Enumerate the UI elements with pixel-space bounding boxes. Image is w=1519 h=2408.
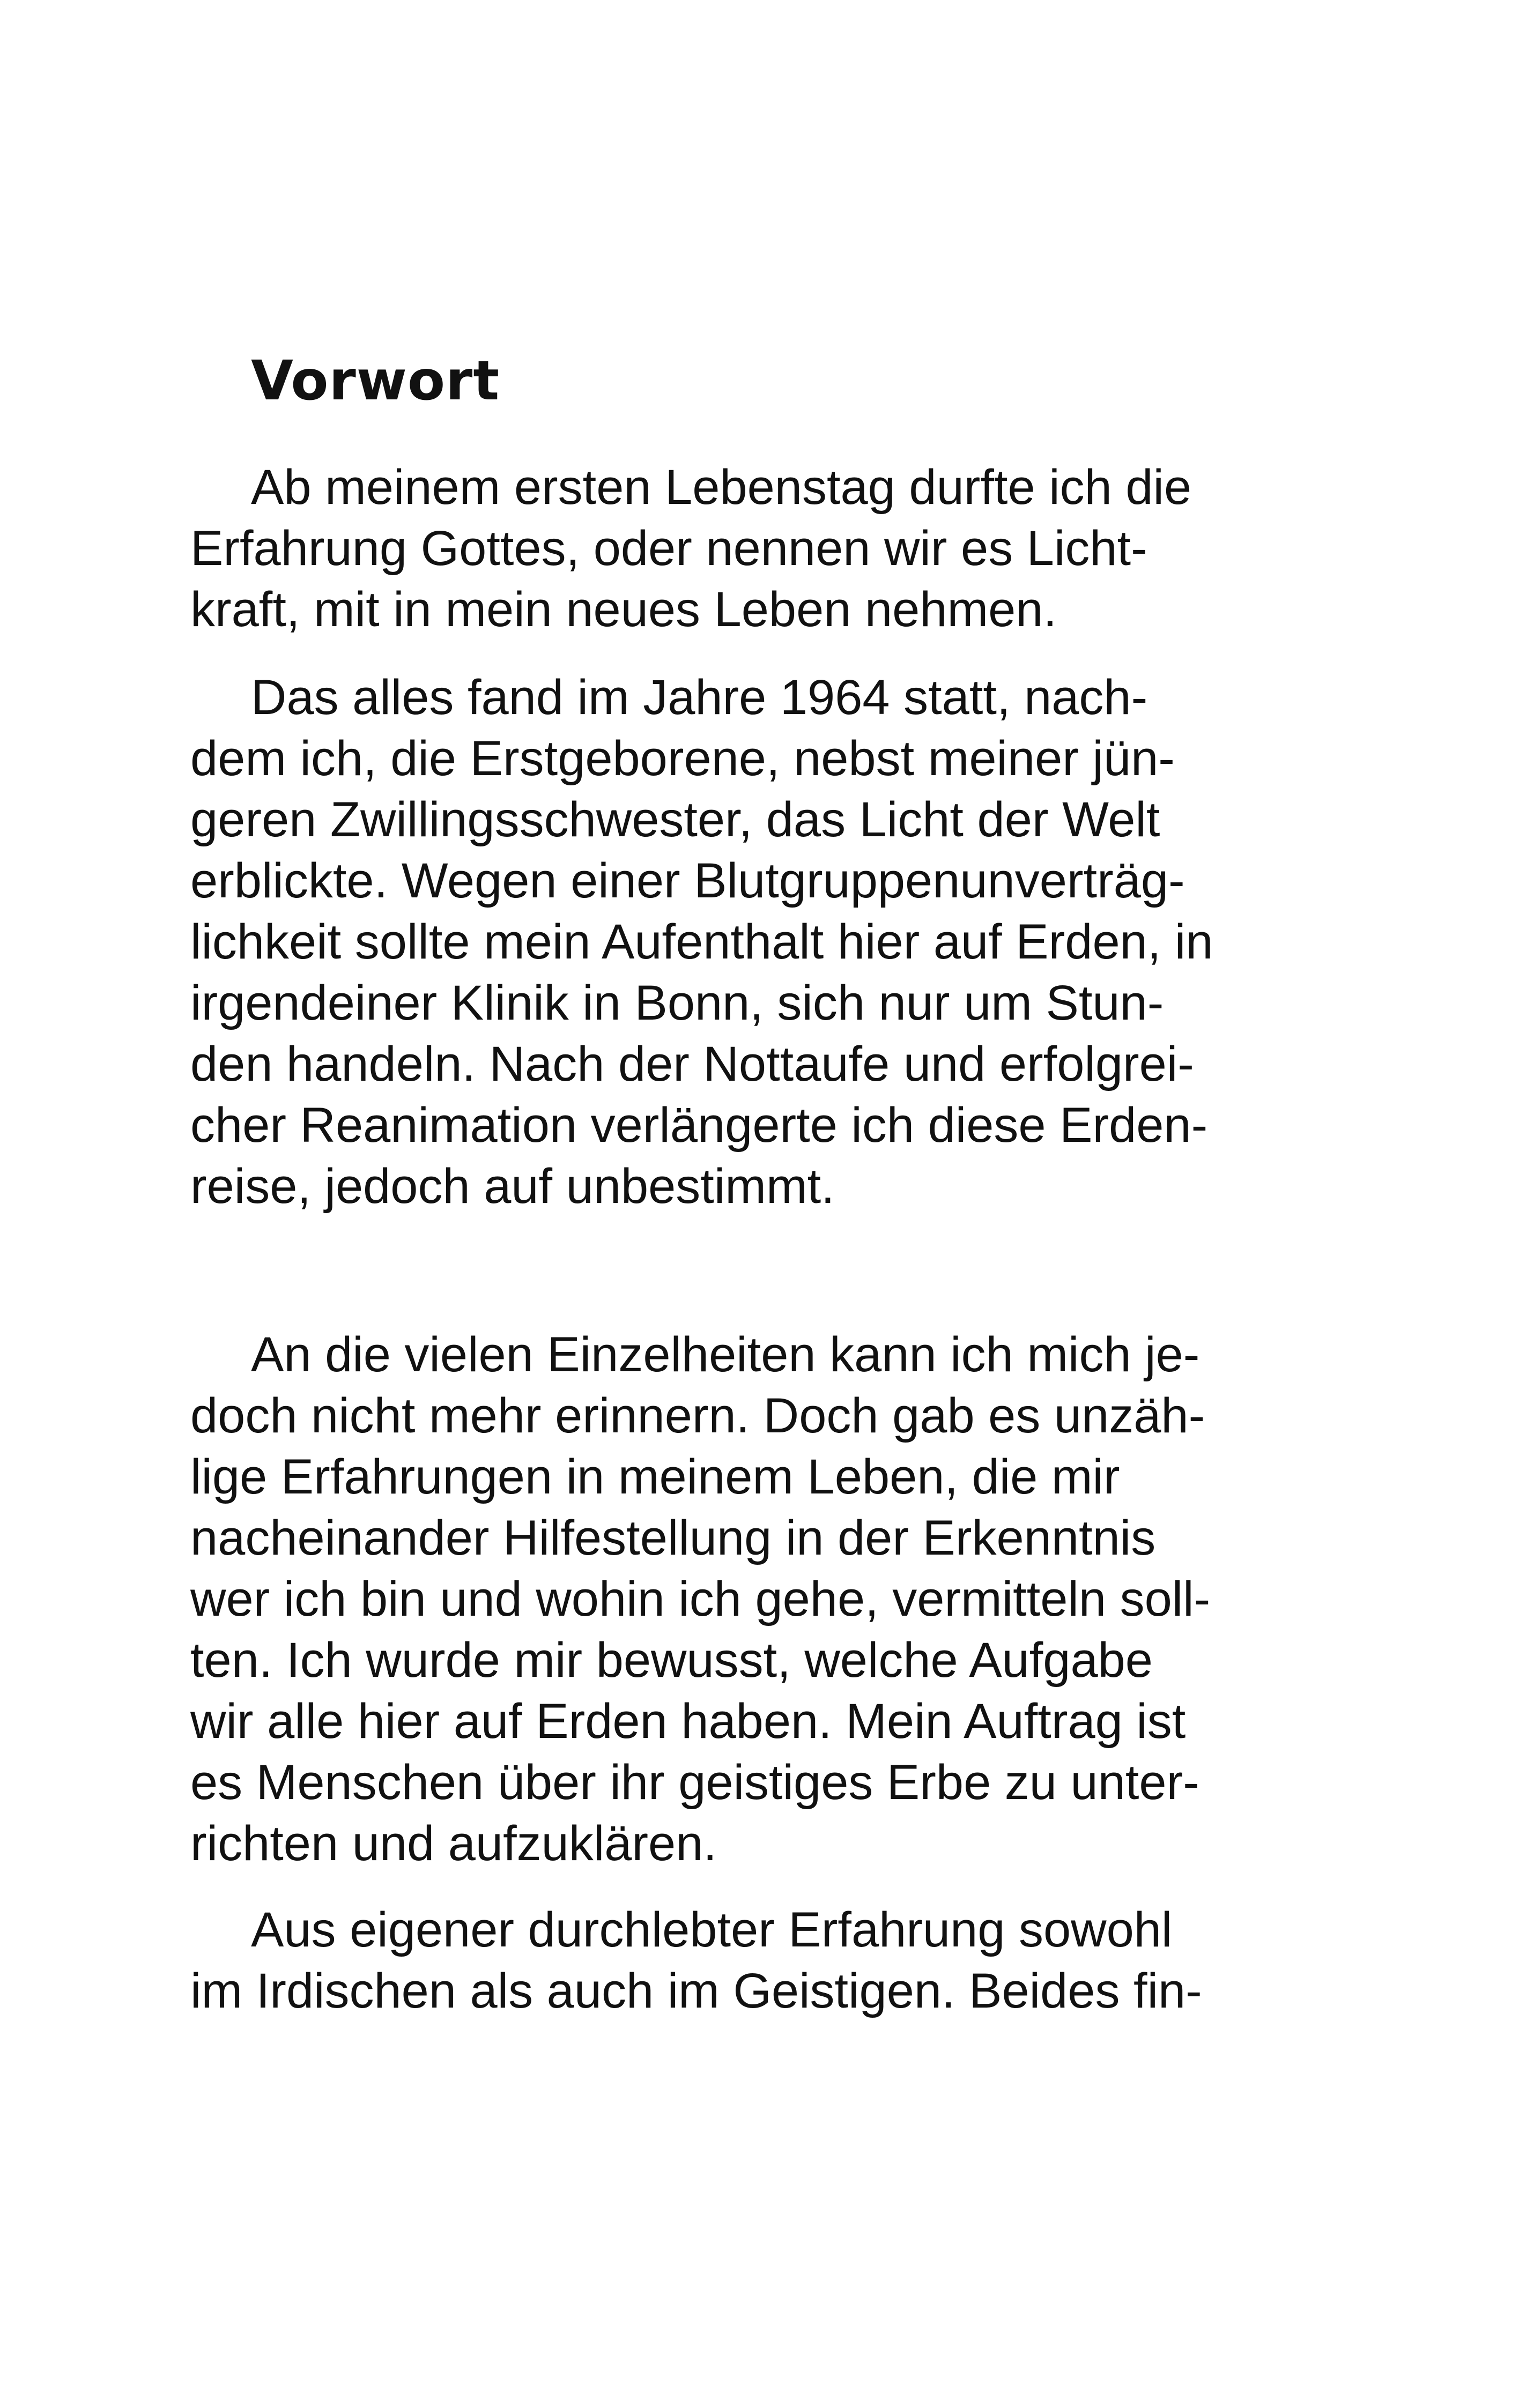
text-line: Das alles fand im Jahre 1964 statt, nach- <box>251 670 1148 725</box>
text-line: lige Erfahrungen in meinem Leben, die mir <box>190 1450 1120 1504</box>
text-line: dem ich, die Erstgeborene, nebst meiner jün- <box>190 731 1175 786</box>
text-line: im Irdischen als auch im Geistigen. Beides fin- <box>190 1964 1202 2018</box>
text-line: nacheinander Hilfestellung in der Erkenntnis <box>190 1511 1156 1565</box>
text-line: den handeln. Nach der Nottaufe und erfolgrei- <box>190 1037 1194 1091</box>
text-line: doch nicht mehr erinnern. Doch gab es unzäh- <box>190 1388 1205 1443</box>
text-line: An die vielen Einzelheiten kann ich mich je- <box>251 1327 1200 1382</box>
text-line: Erfahrung Gottes, oder nennen wir es Licht- <box>190 521 1147 576</box>
text-line: erblickte. Wegen einer Blutgruppenunverträg- <box>190 853 1185 908</box>
text-line: es Menschen über ihr geistiges Erbe zu unter- <box>190 1755 1199 1810</box>
paragraph <box>190 1899 1202 2021</box>
paragraph <box>190 1324 1210 1874</box>
text-line: kraft, mit in mein neues Leben nehmen. <box>190 582 1057 637</box>
text-line: cher Reanimation verlängerte ich diese Erden- <box>190 1098 1208 1153</box>
text-line: ten. Ich wurde mir bewusst, welche Aufgabe <box>190 1633 1153 1688</box>
text-line: wer ich bin und wohin ich gehe, vermitteln soll- <box>190 1572 1211 1626</box>
text-line: wir alle hier auf Erden haben. Mein Auftrag ist <box>190 1694 1186 1749</box>
text-line: richten und aufzuklären. <box>190 1816 717 1871</box>
chapter-heading: Vorwort <box>251 349 500 413</box>
text-line: irgendeiner Klinik in Bonn, sich nur um Stun- <box>190 976 1164 1030</box>
paragraph <box>190 457 1191 640</box>
text-line: Aus eigener durchlebter Erfahrung sowohl <box>251 1902 1173 1957</box>
text-line: lichkeit sollte mein Aufenthalt hier auf Erden, in <box>190 915 1213 969</box>
text-line: geren Zwillingsschwester, das Licht der Welt <box>190 792 1160 847</box>
paragraph <box>190 667 1213 1217</box>
text-line: Ab meinem ersten Lebenstag durfte ich die <box>251 460 1192 515</box>
text-line: reise, jedoch auf unbestimmt. <box>190 1159 835 1214</box>
